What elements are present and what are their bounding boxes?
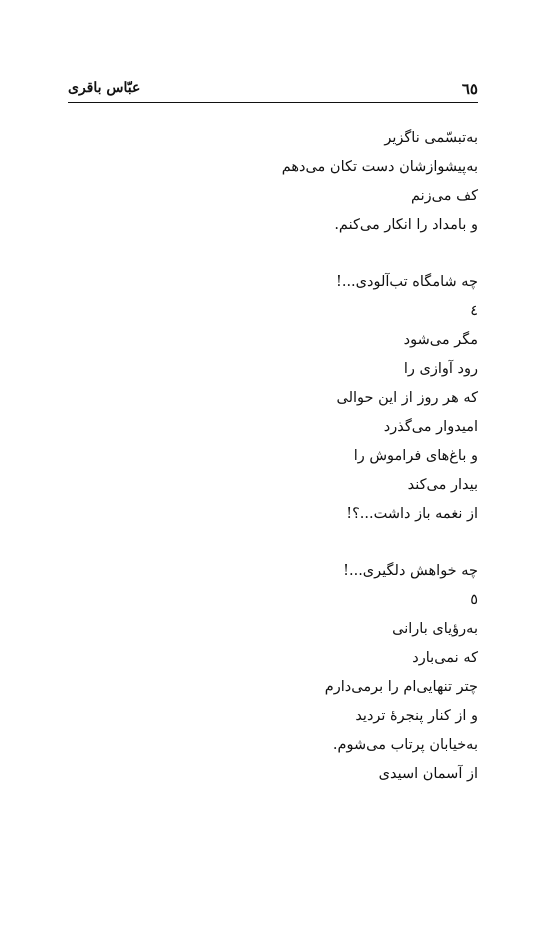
- poem-line: چتر تنهایی‌ام را برمی‌دارم: [324, 679, 478, 695]
- page-number: ٦٥: [461, 80, 478, 98]
- poem-line: که هر روز از این حوالی: [336, 390, 478, 406]
- poem-line: به‌تبسّمی ناگزیر: [384, 130, 478, 146]
- poem-line: مگر می‌شود: [403, 332, 478, 348]
- poem-line: به‌رؤیای بارانی: [392, 621, 478, 637]
- poem-line: به‌خیابان پرتاب می‌شوم.: [332, 737, 478, 753]
- poem-line: به‌پیشوازشان دست تکان می‌دهم: [281, 159, 478, 175]
- section-number: ٤: [470, 303, 478, 319]
- author-name: عبّاس باقری: [68, 80, 141, 96]
- stanza-break: [58, 240, 478, 268]
- poem-line: و بامداد را انکار می‌کنم.: [334, 217, 478, 233]
- section-number: ٥: [470, 592, 478, 608]
- poem-line: امیدوار می‌گذرد: [383, 419, 478, 435]
- poem-line: از آسمان اسیدی: [378, 766, 478, 782]
- poem-body: [58, 124, 478, 789]
- poem-line: و باغ‌های فراموش را: [353, 448, 478, 464]
- page-header: [68, 80, 478, 103]
- poem-line: چه شامگاه تب‌آلودی...!: [336, 274, 478, 290]
- poem-line: چه خواهش دلگیری...!: [343, 563, 478, 579]
- poem-line: رود آوازی را: [403, 361, 478, 377]
- poem-line: که نمی‌بارد: [412, 650, 478, 666]
- poem-line: و از کنار پنجرهٔ تردید: [355, 708, 478, 724]
- poem-line: کف می‌زنم: [410, 188, 478, 204]
- poem-line: از نغمه باز داشت...؟!: [346, 506, 478, 522]
- stanza-break: [58, 529, 478, 557]
- poem-line: بیدار می‌کند: [407, 477, 478, 493]
